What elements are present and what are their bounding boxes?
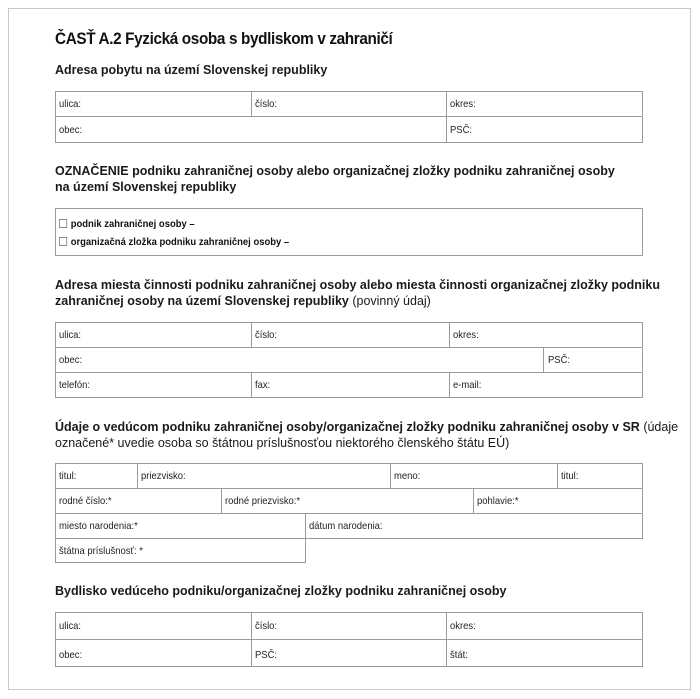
residence-cislo-field[interactable]: číslo: [255,620,278,632]
checkbox-organizacna-zlozka[interactable] [59,237,67,246]
divider [251,372,252,398]
residence-okres-field[interactable]: okres: [450,620,476,632]
designation-box [55,208,643,256]
address-box [55,91,643,143]
telefon-field[interactable]: telefón: [59,379,91,391]
titul-field[interactable]: titul: [59,470,77,482]
residence-ulica-field[interactable]: ulica: [59,620,82,632]
priezvisko-field[interactable]: priezvisko: [141,470,186,482]
titul-after-field[interactable]: titul: [561,470,579,482]
activity-okres-field[interactable]: okres: [453,329,479,341]
section4-heading-line1 [55,419,678,436]
activity-ulica-field[interactable]: ulica: [59,329,82,341]
divider [55,116,643,117]
divider [473,488,474,513]
section4-heading-note2: označené* uvedie osoba so štátnou príslušnosťou niektorého členského štátu EÚ) [55,436,510,450]
obec-field[interactable]: obec: [59,124,83,136]
divider [449,372,450,398]
residence-psc-field[interactable]: PSČ: [255,649,278,661]
residence-obec-field[interactable]: obec: [59,649,83,661]
divider [305,513,306,539]
section3-heading-note: (povinný údaj) [348,294,431,308]
email-field[interactable]: e-mail: [453,379,482,391]
fax-field[interactable]: fax: [255,379,271,391]
section1-heading: Adresa pobytu na území Slovenskej republiky [55,63,328,77]
ulica-field[interactable]: ulica: [59,98,82,110]
divider [449,322,450,347]
option-organizacna-zlozka-label: organizačná zložka podniku zahraničnej osoby – [70,236,290,248]
divider [221,488,222,513]
section2-heading-line2: na území Slovenskej republiky [55,180,237,194]
statna-prislusnost-field[interactable]: štátna príslušnosť: * [59,545,143,557]
option-podnik-label: podnik zahraničnej osoby – [70,218,195,230]
divider [543,347,544,372]
divider [251,612,252,667]
divider [55,347,643,348]
divider [251,91,252,116]
section5-heading: Bydlisko vedúceho podniku/organizačnej zložky podniku zahraničnej osoby [55,584,507,598]
meno-field[interactable]: meno: [394,470,421,482]
divider [390,463,391,488]
divider [55,513,643,514]
divider [251,322,252,347]
rodne-cislo-field[interactable]: rodné číslo:* [59,495,112,507]
activity-cislo-field[interactable]: číslo: [255,329,278,341]
section2-heading-line1: OZNAČENIE podniku zahraničnej osoby alebo organizačnej zložky podniku zahraničnej osoby [55,164,615,178]
divider [446,612,447,667]
divider [55,372,643,373]
residence-stat-field[interactable]: štát: [450,649,468,661]
datum-narodenia-field[interactable]: dátum narodenia: [309,520,383,532]
page-title: ČASŤ A.2 Fyzická osoba s bydliskom v zahraničí [55,29,393,48]
divider [137,463,138,488]
activity-psc-field[interactable]: PSČ: [548,354,571,366]
section3-heading-line1: Adresa miesta činnosti podniku zahraničnej osoby alebo miesta činnosti organizačnej zložky podniku [55,278,660,292]
divider [55,488,643,489]
divider [557,463,558,488]
miesto-narodenia-field[interactable]: miesto narodenia:* [59,520,138,532]
section3-heading-line2 [55,293,431,310]
option-podnik[interactable] [59,218,195,230]
activity-obec-field[interactable]: obec: [59,354,83,366]
pohlavie-field[interactable]: pohlavie:* [477,495,519,507]
section3-heading-bold: zahraničnej osoby na území Slovenskej republiky [55,294,349,308]
rodne-priezvisko-field[interactable]: rodné priezvisko:* [225,495,301,507]
checkbox-podnik[interactable] [59,219,67,228]
divider [55,639,643,640]
section4-heading-line2 [55,435,509,452]
cislo-field[interactable]: číslo: [255,98,278,110]
psc-field[interactable]: PSČ: [450,124,473,136]
section4-heading-note: (údaje [639,420,679,434]
okres-field[interactable]: okres: [450,98,476,110]
section4-heading-bold: Údaje o vedúcom podniku zahraničnej osoby/organizačnej zložky podniku zahraničnej osoby v SR [55,420,640,434]
option-organizacna-zlozka[interactable] [59,236,289,248]
divider [446,91,447,143]
